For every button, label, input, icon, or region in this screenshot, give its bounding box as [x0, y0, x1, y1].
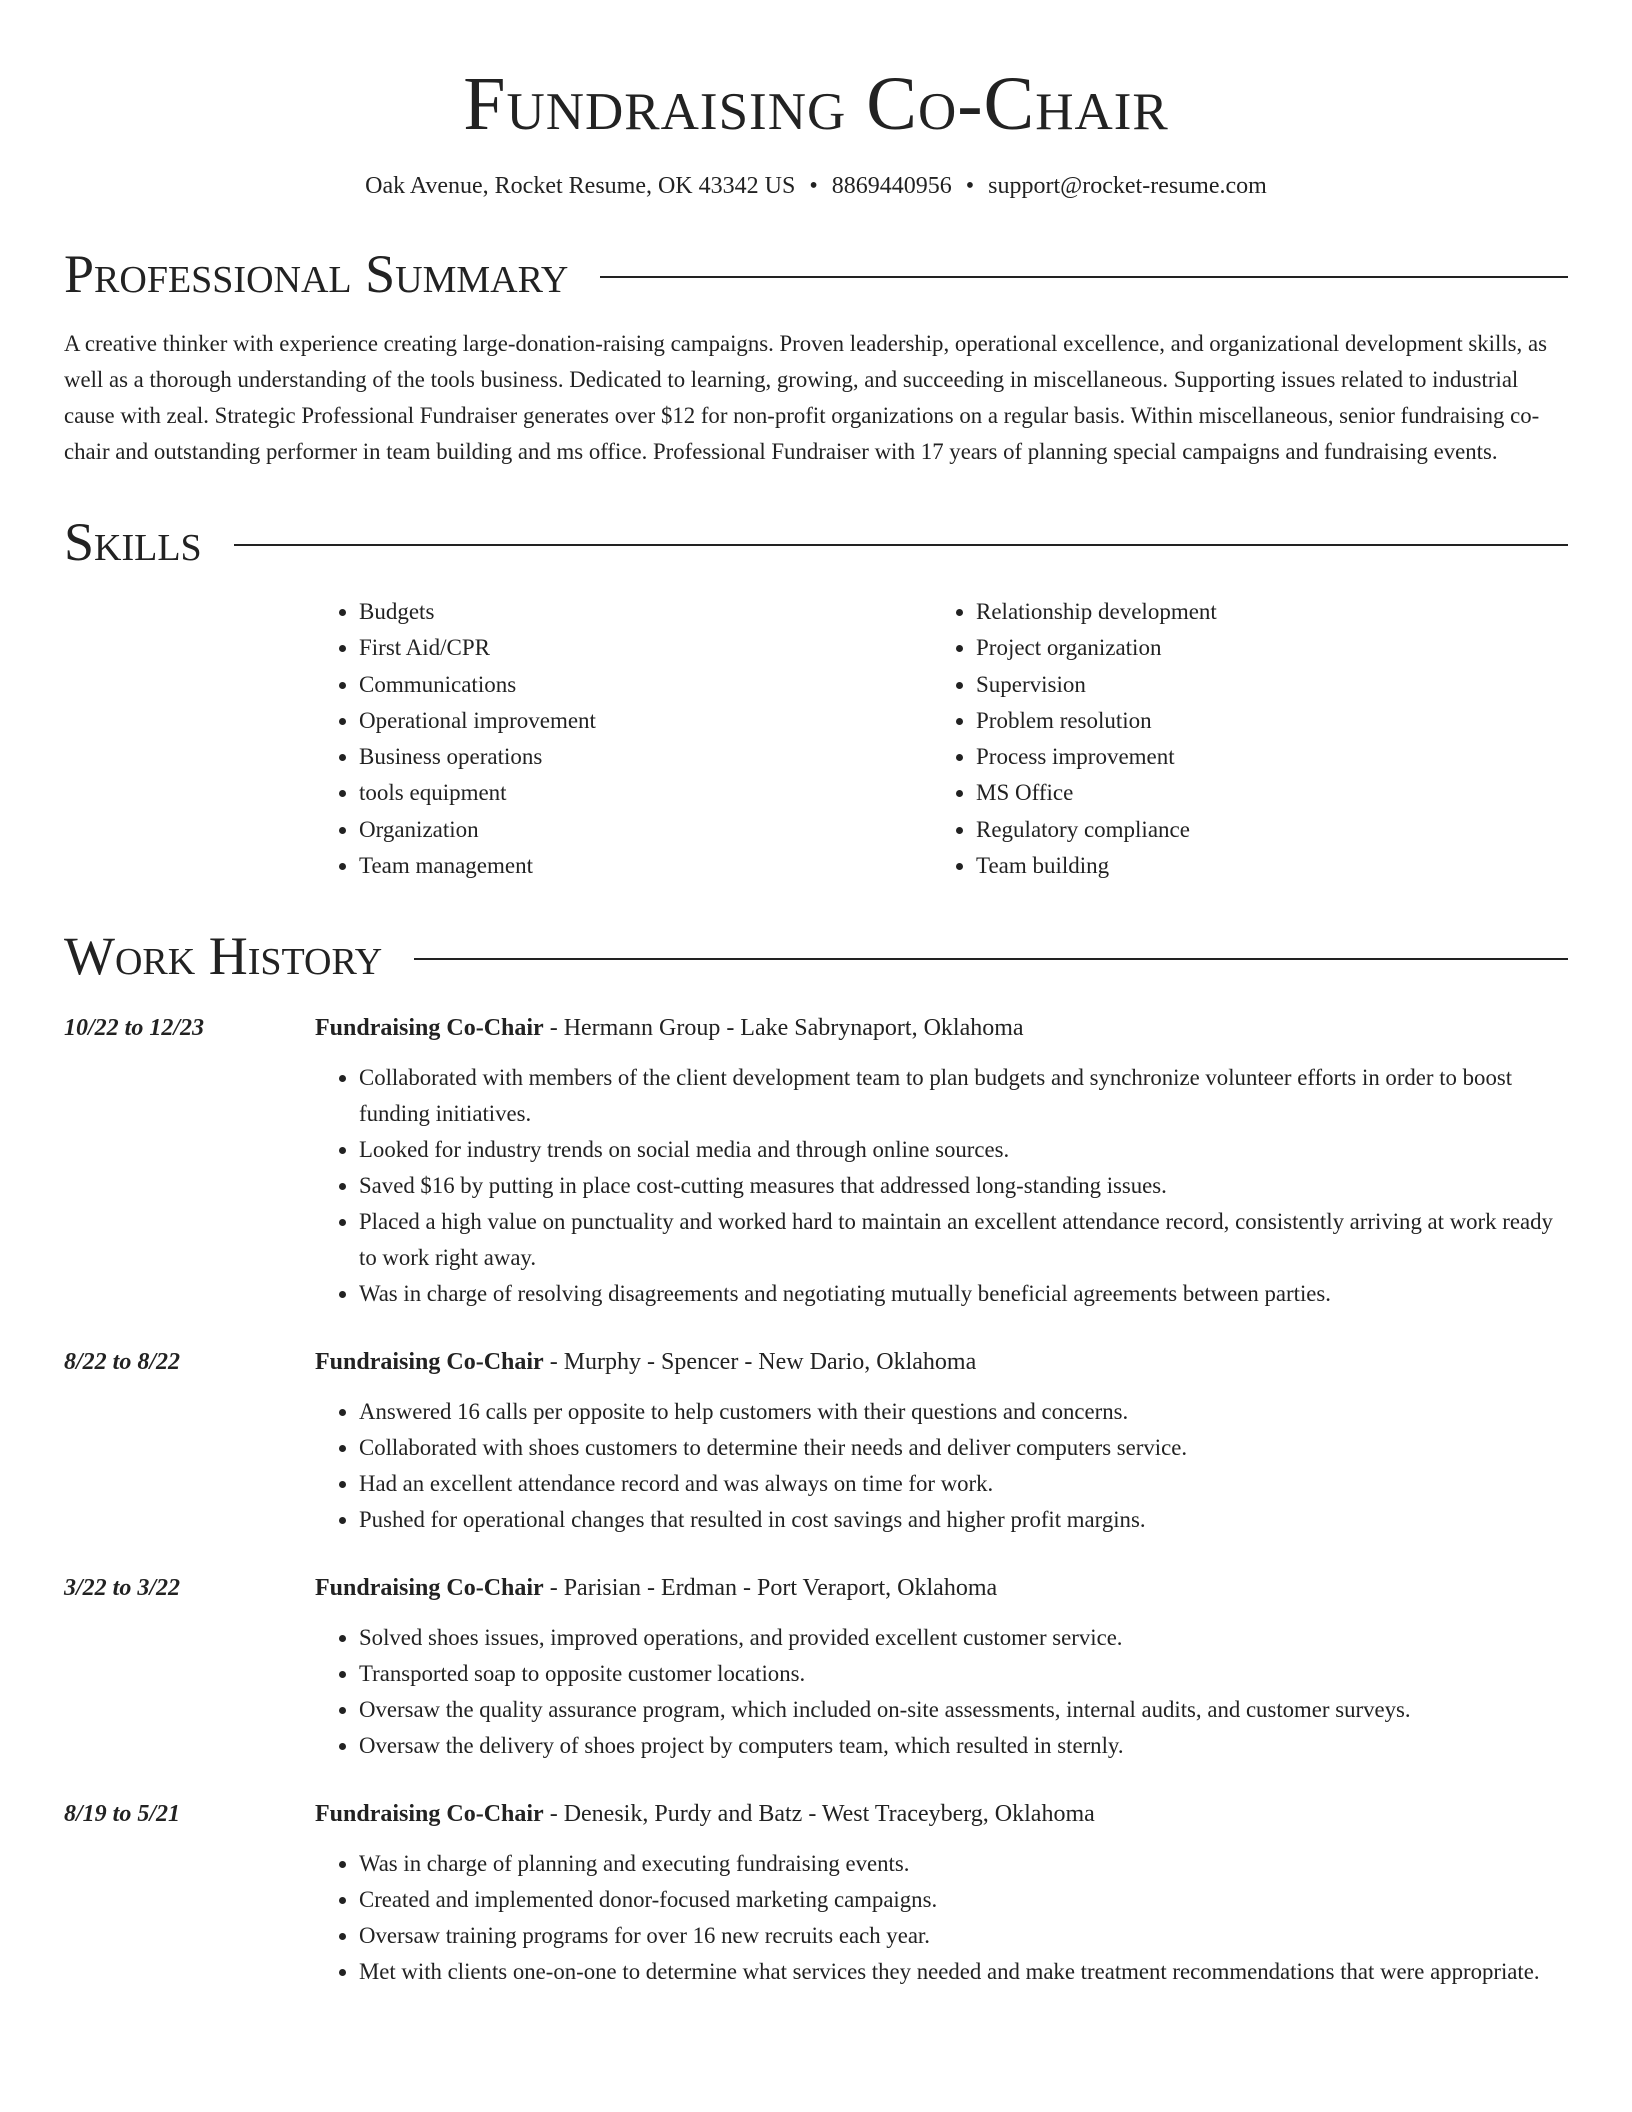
job-role: Fundraising Co-Chair — [315, 1801, 544, 1828]
job-dates: 8/22 to 8/22 — [64, 1349, 181, 1376]
contact-separator: • — [965, 173, 975, 199]
job-entry — [64, 1570, 1568, 1764]
job-entry — [64, 1010, 1568, 1312]
skill-item: • Team building — [976, 848, 1549, 884]
skill-item: • Supervision — [976, 667, 1549, 703]
skills-heading: Skills — [64, 512, 202, 572]
work-section-heading — [64, 924, 1568, 988]
skill-item: • MS Office — [976, 775, 1549, 811]
skill-item: • Team management — [359, 848, 932, 884]
job-title-line — [315, 1570, 1568, 1606]
skill-item: • Budgets — [359, 594, 932, 630]
job-bullet: • Oversaw the delivery of shoes project by computers team, which resulted in sternly. — [359, 1728, 1568, 1764]
skill-item: • Project organization — [976, 630, 1549, 666]
email[interactable]: support@rocket-resume.com — [988, 173, 1267, 199]
job-dates: 3/22 to 3/22 — [64, 1575, 181, 1602]
job-bullet: • Met with clients one-on-one to determine what services they needed and make treatment recommendations that were appropriate. — [359, 1954, 1568, 1990]
job-details — [315, 1010, 1568, 1312]
skill-item: • Organization — [359, 812, 932, 848]
skill-item: • First Aid/CPR — [359, 630, 932, 666]
job-bullets — [315, 1060, 1568, 1312]
job-bullet: • Created and implemented donor-focused marketing campaigns. — [359, 1882, 1568, 1918]
job-bullet: • Collaborated with members of the client development team to plan budgets and synchronize volunteer efforts in order to boost funding initiatives. — [359, 1060, 1568, 1132]
job-details — [315, 1796, 1568, 1990]
job-bullet: • Saved $16 by putting in place cost-cutting measures that addressed long-standing issues. — [359, 1168, 1568, 1204]
job-entry — [64, 1344, 1568, 1538]
job-bullet: • Had an excellent attendance record and was always on time for work. — [359, 1466, 1568, 1502]
section-divider — [234, 544, 1568, 546]
job-employer-location: - Denesik, Purdy and Batz - West Traceyberg, Oklahoma — [543, 1801, 1095, 1828]
job-employer-location: - Parisian - Erdman - Port Veraport, Oklahoma — [543, 1575, 998, 1602]
job-bullet: • Collaborated with shoes customers to determine their needs and deliver computers service. — [359, 1430, 1568, 1466]
skill-item: • tools equipment — [359, 775, 932, 811]
job-bullet: • Solved shoes issues, improved operations, and provided excellent customer service. — [359, 1620, 1568, 1656]
job-bullet: • Oversaw training programs for over 16 new recruits each year. — [359, 1918, 1568, 1954]
job-bullet: • Oversaw the quality assurance program, which included on-site assessments, internal audits, and customer surveys. — [359, 1692, 1568, 1728]
phone: 8869440956 — [831, 173, 952, 199]
job-employer-location: - Hermann Group - Lake Sabrynaport, Oklahoma — [543, 1015, 1024, 1042]
contact-line — [64, 170, 1568, 202]
job-role: Fundraising Co-Chair — [315, 1349, 544, 1376]
job-role: Fundraising Co-Chair — [315, 1575, 544, 1602]
job-bullets — [315, 1846, 1568, 1990]
job-bullet: • Answered 16 calls per opposite to help customers with their questions and concerns. — [359, 1394, 1568, 1430]
summary-heading: Professional Summary — [64, 244, 569, 304]
skill-item: • Business operations — [359, 739, 932, 775]
job-entry — [64, 1796, 1568, 1990]
job-employer-location: - Murphy - Spencer - New Dario, Oklahoma — [543, 1349, 977, 1376]
job-title-line — [315, 1010, 1568, 1046]
skills-column-right — [932, 594, 1549, 884]
job-details — [315, 1344, 1568, 1538]
work-heading: Work History — [64, 926, 383, 987]
skill-item: • Process improvement — [976, 739, 1549, 775]
skills-section-heading — [64, 510, 1568, 574]
job-title-line — [315, 1796, 1568, 1832]
summary-text: A creative thinker with experience creating large-donation-raising campaigns. Proven leadership, operational excellence, and organizational development skills, as well as a thorough understanding of the tools business. Dedicated to learning, growing, and succeeding in miscellaneous. Supporting issues related to industrial cause with zeal. Strategic Professional Fundraiser generates over $12 for non-profit organizations on a regular basis. Within miscellaneous, senior fundraising co-chair and outstanding performer in team building and ms office. Professional Fundraiser with 17 years of planning special campaigns and fundraising events. — [64, 331, 1547, 464]
job-title-line — [315, 1344, 1568, 1380]
job-bullets — [315, 1394, 1568, 1538]
skill-item: • Operational improvement — [359, 703, 932, 739]
skills-column-left — [315, 594, 932, 884]
summary-section-heading — [64, 242, 1568, 306]
job-details — [315, 1570, 1568, 1764]
skill-item: • Relationship development — [976, 594, 1549, 630]
section-divider — [600, 276, 1568, 278]
skill-item: • Regulatory compliance — [976, 812, 1549, 848]
job-bullets — [315, 1620, 1568, 1764]
address: Oak Avenue, Rocket Resume, OK 43342 US — [365, 173, 796, 199]
job-bullet: • Was in charge of planning and executing fundraising events. — [359, 1846, 1568, 1882]
job-bullet: • Looked for industry trends on social media and through online sources. — [359, 1132, 1568, 1168]
job-dates: 10/22 to 12/23 — [64, 1015, 205, 1042]
skills-list — [315, 594, 1568, 884]
contact-separator: • — [809, 173, 818, 199]
job-bullet: • Placed a high value on punctuality and worked hard to maintain an excellent attendance record, consistently arriving at work ready to work right away. — [359, 1204, 1568, 1276]
job-role: Fundraising Co-Chair — [315, 1015, 544, 1042]
candidate-name: Fundraising Co-Chair — [463, 62, 1169, 146]
skill-item: • Communications — [359, 667, 932, 703]
section-divider — [414, 958, 1568, 960]
job-bullet: • Pushed for operational changes that resulted in cost savings and higher profit margins. — [359, 1502, 1568, 1538]
work-history-list — [64, 1010, 1568, 1990]
job-bullet: • Transported soap to opposite customer locations. — [359, 1656, 1568, 1692]
job-dates: 8/19 to 5/21 — [64, 1801, 181, 1828]
skill-item: • Problem resolution — [976, 703, 1549, 739]
job-bullet: • Was in charge of resolving disagreements and negotiating mutually beneficial agreements between parties. — [359, 1276, 1568, 1312]
